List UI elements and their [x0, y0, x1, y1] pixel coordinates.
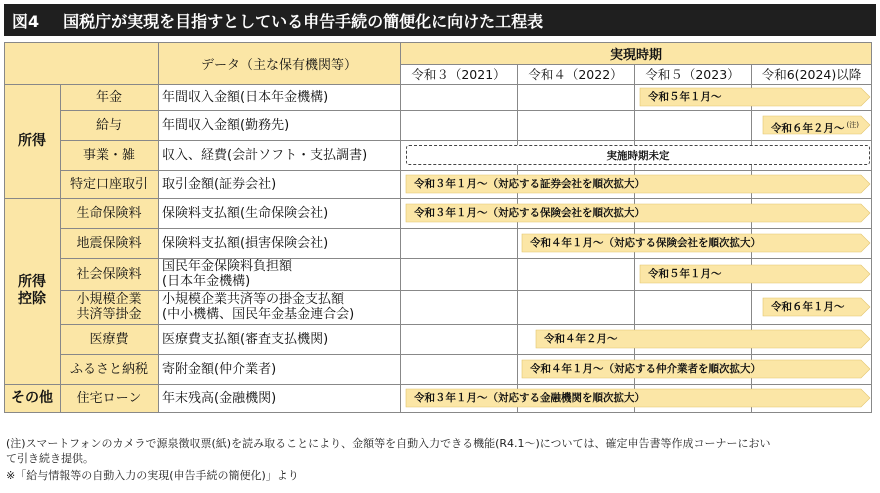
arrow-label-text: 令和６年１月～: [771, 301, 845, 313]
header-period-label: 実現時期: [609, 47, 662, 63]
row-data-source: [158, 84, 400, 110]
header-year-label: 令和４（2022）: [528, 67, 623, 82]
timeline-arrow: [763, 116, 870, 134]
row-data-source: [158, 324, 400, 354]
row-data-source: [158, 140, 400, 170]
row-subcategory: [60, 290, 158, 324]
footnote-1: (注)スマートフォンのカメラで源泉徴収票(紙)を読み取ることにより、金額等を自動入力できる機能(R4.1～)については、確定申告書等作成コーナーにおい て引き続き提供。: [6, 437, 771, 465]
arrow-label-text: 令和３年１月～（対応する証券会社を順次拡大）: [414, 178, 645, 190]
timeline-cell: [400, 228, 517, 258]
category-shotoku-line: 所得: [18, 132, 46, 149]
header-year-4: [751, 64, 872, 84]
arrow-label-text: 令和３年１月～（対応する保険会社を順次拡大）: [414, 207, 645, 219]
timeline-arrow: [406, 175, 870, 193]
category-shotoku: [4, 84, 60, 198]
row-subcategory: [60, 384, 158, 412]
arrow-label: [648, 265, 722, 283]
row-subcategory: [60, 170, 158, 198]
subcategory-label: 特定口座取引: [69, 176, 148, 192]
row-data-source: [158, 170, 400, 198]
timeline-arrow: [406, 389, 870, 407]
arrow-label: [530, 360, 761, 378]
timeline-cell: [517, 84, 634, 110]
timeline-arrow: [640, 265, 870, 283]
figure-title-bar: [4, 4, 876, 36]
timeline-arrow: [522, 234, 870, 252]
note-mark: (注): [846, 121, 859, 129]
row-subcategory: [60, 228, 158, 258]
subcategory-line: 共済等掛金: [76, 307, 142, 322]
timeline-arrow: [640, 88, 870, 106]
header-year-1: [400, 64, 517, 84]
data-source-line: 医療費支払額(審査支払機関): [162, 331, 329, 347]
timeline-arrow: [522, 360, 870, 378]
arrow-label-text: 令和３年１月～（対応する金融機関を順次拡大）: [414, 392, 645, 404]
data-source-line: 収入、経費(会計ソフト・支払調書): [162, 147, 368, 163]
header-period: [400, 42, 872, 64]
arrow-label: [530, 234, 761, 252]
header-year-2: [517, 64, 634, 84]
header-year-label: 令和５（2023）: [645, 67, 740, 82]
data-source-line: (日本年金機構): [162, 274, 251, 289]
timeline-cell: [400, 110, 517, 140]
data-source-line: 保険料支払額(生命保険会社): [162, 205, 329, 221]
subcategory-label: 社会保険料: [76, 266, 142, 282]
subcategory-label: 地震保険料: [76, 235, 142, 251]
row-subcategory: [60, 84, 158, 110]
row-data-source: [158, 290, 400, 324]
row-subcategory: [60, 140, 158, 170]
subcategory-label: ふるさと納税: [69, 361, 148, 377]
arrow-label: [414, 389, 645, 407]
arrow-label-text: 令和４年１月～（対応する仲介業者を順次拡大）: [530, 363, 761, 375]
row-data-source: [158, 228, 400, 258]
subcategory-label: 住宅ローン: [76, 390, 142, 406]
undetermined-label: 実施時期未定: [606, 149, 670, 162]
arrow-label-text: 令和４年２月～: [544, 333, 618, 345]
timeline-cell: [400, 84, 517, 110]
arrow-label: [414, 175, 645, 193]
arrow-label: [544, 330, 618, 348]
data-source-line: 年末残高(金融機関): [162, 390, 277, 406]
arrow-label: [414, 204, 645, 222]
timeline-cell: [634, 290, 751, 324]
data-source-line: 保険料支払額(損害保険会社): [162, 235, 329, 251]
subcategory-label: 給与: [95, 117, 122, 133]
header-data-label: データ（主な保有機関等）: [200, 57, 357, 73]
row-data-source: [158, 198, 400, 228]
category-other-line: その他: [11, 389, 53, 406]
data-source-line: 取引金額(証券会社): [162, 176, 277, 192]
timeline-cell: [400, 290, 517, 324]
data-source-line: 年間収入金額(勤務先): [162, 117, 290, 133]
subcategory-label: 事業・雑: [82, 147, 135, 163]
row-subcategory: [60, 258, 158, 290]
timeline-undetermined: [406, 145, 870, 165]
timeline-cell: [517, 110, 634, 140]
arrow-label-text: 令和５年１月～: [648, 91, 722, 103]
timeline-cell: [400, 324, 517, 354]
category-shotoku-koujo-line: 控除: [18, 291, 46, 307]
subcategory-line: 小規模企業: [76, 292, 142, 307]
timeline-arrow: [536, 330, 870, 348]
row-data-source: [158, 384, 400, 412]
row-subcategory: [60, 198, 158, 228]
row-subcategory: [60, 354, 158, 384]
data-source-line: 小規模企業共済等の掛金支払額: [162, 292, 345, 307]
header-data-column: [158, 42, 400, 84]
category-shotoku-koujo: [4, 198, 60, 384]
subcategory-label: 医療費: [89, 331, 129, 347]
data-source-line: (中小機構、国民年金基金連合会): [162, 307, 355, 322]
row-subcategory: [60, 324, 158, 354]
arrow-label-text: 令和４年１月～（対応する保険会社を順次拡大）: [530, 237, 761, 249]
row-subcategory: [60, 110, 158, 140]
header-year-label: 令和6(2024)以降: [761, 67, 862, 82]
arrow-label-text: 令和６年２月～: [771, 122, 845, 135]
timeline-arrow: [763, 298, 870, 316]
timeline-cell: [400, 354, 517, 384]
timeline-cell: [634, 110, 751, 140]
row-data-source: [158, 258, 400, 290]
footnote-source: ※「給与情報等の自動入力の実現(申告手続の簡便化)」より: [6, 469, 299, 482]
timeline-cell: [517, 290, 634, 324]
timeline-arrow: [406, 204, 870, 222]
data-source-line: 寄附金額(仲介業者): [162, 361, 277, 377]
row-data-source: [158, 110, 400, 140]
row-data-source: [158, 354, 400, 384]
header-year-label: 令和３（2021）: [411, 67, 506, 82]
data-source-line: 国民年金保険料負担額: [162, 259, 293, 274]
figure-title: 国税庁が実現を目指すとしている申告手続の簡便化に向けた工程表: [63, 11, 544, 31]
arrow-label-text: 令和５年１月～: [648, 268, 722, 280]
category-shotoku-koujo-line: 所得: [18, 274, 46, 290]
data-source-line: 年間収入金額(日本年金機構): [162, 89, 329, 105]
subcategory-label: 年金: [95, 89, 122, 105]
arrow-label: [648, 88, 722, 106]
timeline-cell: [400, 258, 517, 290]
figure-number: 図4: [12, 11, 40, 31]
timeline-cell: [517, 258, 634, 290]
header-year-3: [634, 64, 751, 84]
arrow-label: [771, 298, 845, 316]
subcategory-label: 生命保険料: [76, 205, 142, 221]
category-other: [4, 384, 60, 412]
header-blank: [4, 42, 158, 84]
arrow-label: [771, 116, 859, 134]
